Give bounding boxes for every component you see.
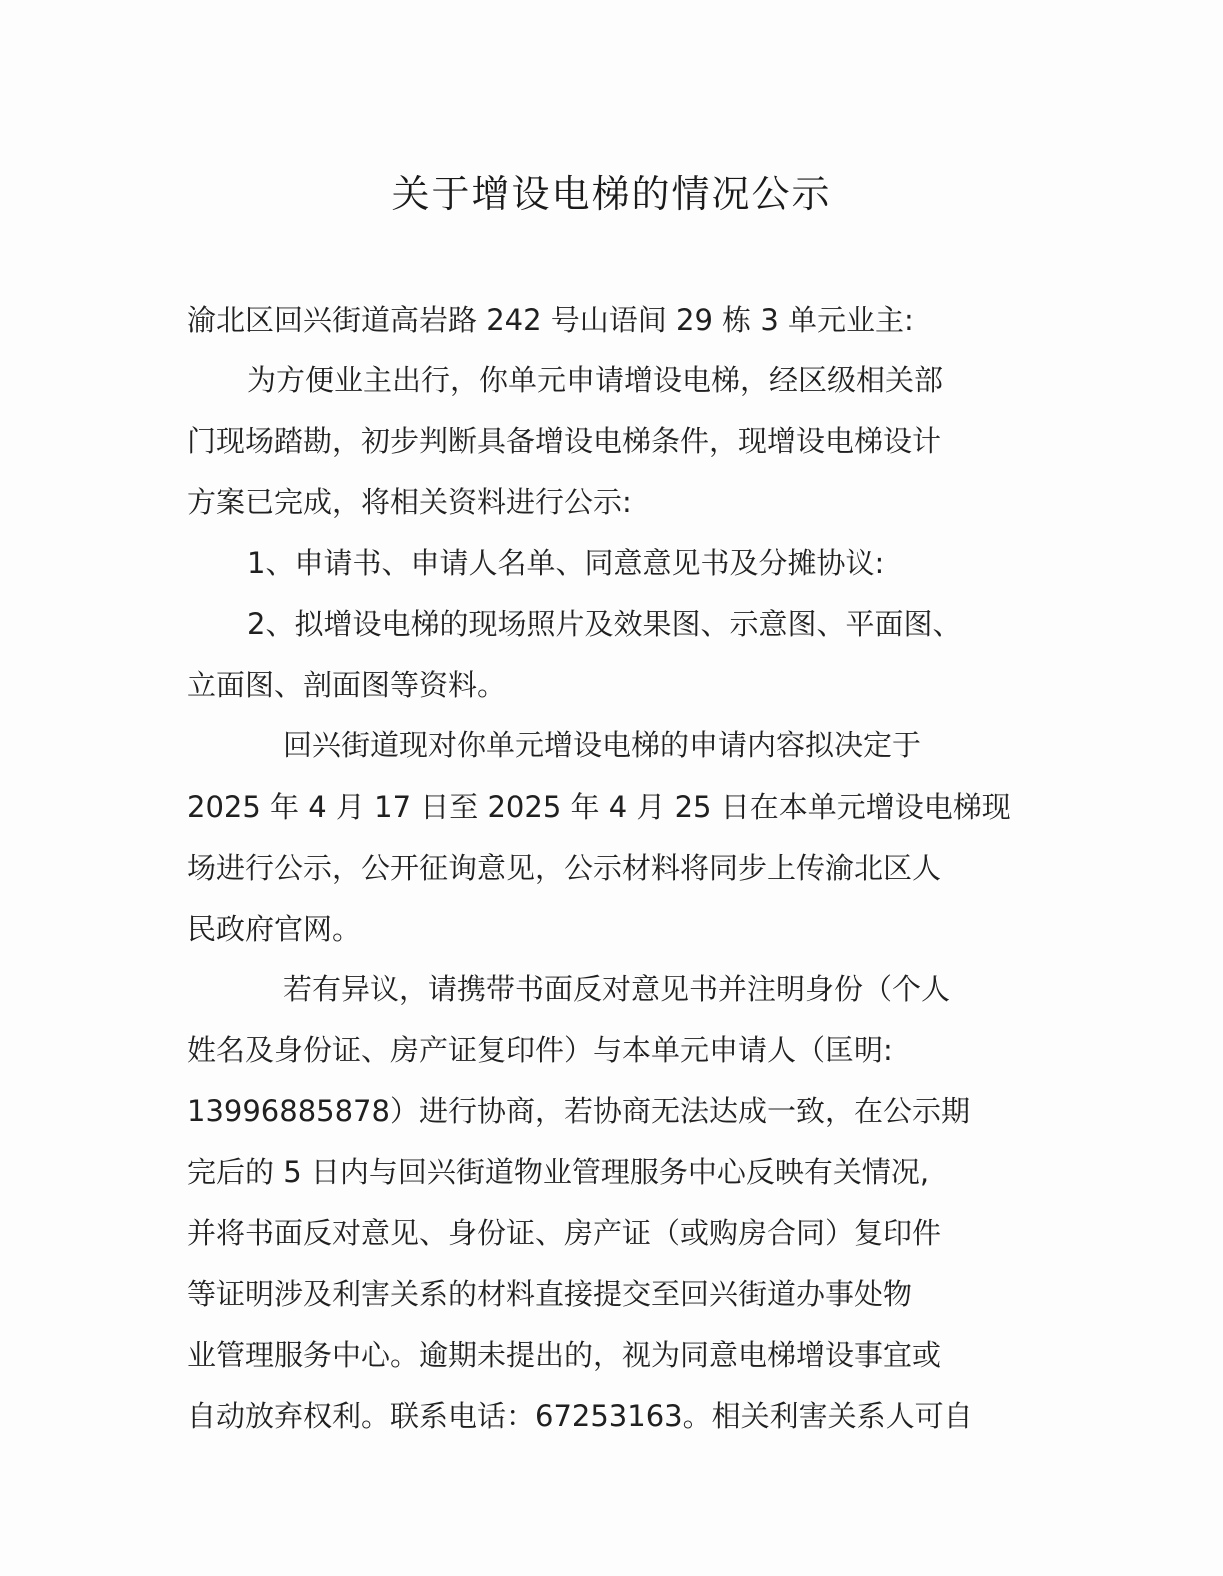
body-line: 为方便业主出行，你单元申请增设电梯，经区级相关部 [247, 363, 944, 397]
body-line: 若有异议，请携带书面反对意见书并注明身份（个人 [283, 972, 951, 1006]
body-line: 场进行公示，公开征询意见，公示材料将同步上传渝北区人 [187, 851, 942, 885]
body-line: 业管理服务中心。逾期未提出的，视为同意电梯增设事宜或 [187, 1338, 942, 1372]
document-title: 关于增设电梯的情况公示 [391, 172, 832, 216]
body-line: 等证明涉及利害关系的材料直接提交至回兴街道办事处物 [187, 1277, 913, 1311]
body-line: 回兴街道现对你单元增设电梯的申请内容拟决定于 [283, 728, 922, 762]
body-line: 方案已完成，将相关资料进行公示: [187, 485, 632, 519]
body-line: 姓名及身份证、房产证复印件）与本单元申请人（匡明: [187, 1033, 893, 1067]
body-line: 13996885878）进行协商，若协商无法达成一致，在公示期 [187, 1094, 970, 1128]
body-line: 立面图、剖面图等资料。 [187, 668, 507, 702]
body-line: 并将书面反对意见、身份证、房产证（或购房合同）复印件 [187, 1216, 942, 1250]
body-line: 自动放弃权利。联系电话：67253163。相关利害关系人可自 [187, 1399, 973, 1433]
body-line: 完后的 5 日内与回兴街道物业管理服务中心反映有关情况, [187, 1155, 930, 1189]
body-line: 2025 年 4 月 17 日至 2025 年 4 月 25 日在本单元增设电梯现 [187, 790, 1011, 824]
addressee-line: 渝北区回兴街道高岩路 242 号山语间 29 栋 3 单元业主: [187, 303, 914, 337]
list-item: 2、拟增设电梯的现场照片及效果图、示意图、平面图、 [247, 607, 962, 641]
body-line: 民政府官网。 [187, 912, 362, 946]
list-item: 1、申请书、申请人名单、同意意见书及分摊协议: [247, 546, 885, 580]
body-line: 门现场踏勘，初步判断具备增设电梯条件，现增设电梯设计 [187, 424, 942, 458]
